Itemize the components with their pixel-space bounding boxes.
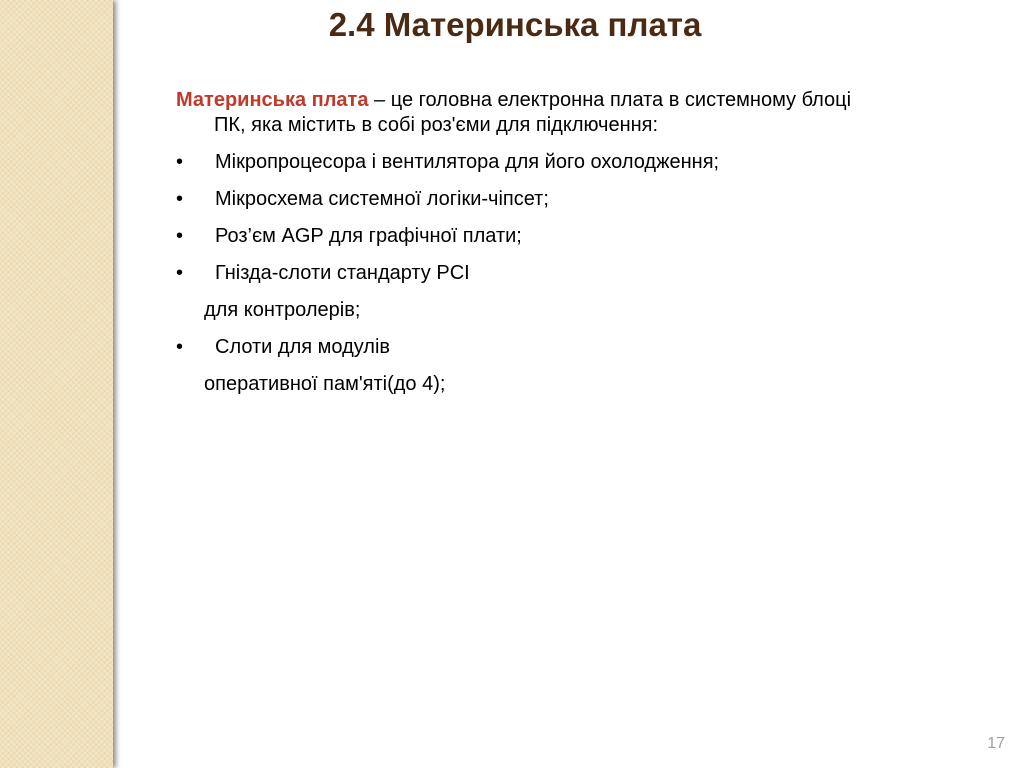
- list-item-text: Мікропроцесора і вентилятора для його охолодження;: [215, 151, 720, 173]
- list-item-continuation: [176, 298, 876, 323]
- definition-paragraph: [176, 88, 876, 138]
- slide-title: 2.4 Материнська плата: [328, 6, 702, 43]
- bullet-icon: •: [176, 262, 184, 284]
- bullet-icon: •: [176, 225, 184, 247]
- list-item: [176, 224, 876, 249]
- definition-text: – це головна електронна плата в системному блоці ПК, яка містить в собі роз'єми для підключення:: [214, 89, 852, 136]
- definition-term: Материнська плата: [176, 89, 369, 111]
- list-item: [176, 335, 876, 360]
- list-item: [176, 261, 876, 286]
- bullet-icon: •: [176, 336, 184, 358]
- list-item-continuation: [176, 372, 876, 397]
- list-item-text: Гнізда-слоти стандарту PCI: [215, 262, 470, 284]
- bullet-icon: •: [176, 188, 184, 210]
- bullet-icon: •: [176, 151, 184, 173]
- slide-content: [176, 88, 876, 409]
- list-item-text: Роз’єм AGP для графічної плати;: [215, 225, 522, 247]
- list-item-text: Мікросхема системної логіки-чіпсет;: [215, 188, 549, 210]
- decorative-side-band: [0, 0, 113, 768]
- page-number: 17: [987, 735, 1005, 752]
- list-item-text: для контролерів;: [204, 299, 361, 321]
- list-item: [176, 187, 876, 212]
- list-item-text: Слоти для модулів: [215, 336, 391, 358]
- list-item-text: оперативної пам'яті(до 4);: [204, 373, 446, 395]
- list-item: [176, 150, 876, 175]
- component-list: [176, 150, 876, 397]
